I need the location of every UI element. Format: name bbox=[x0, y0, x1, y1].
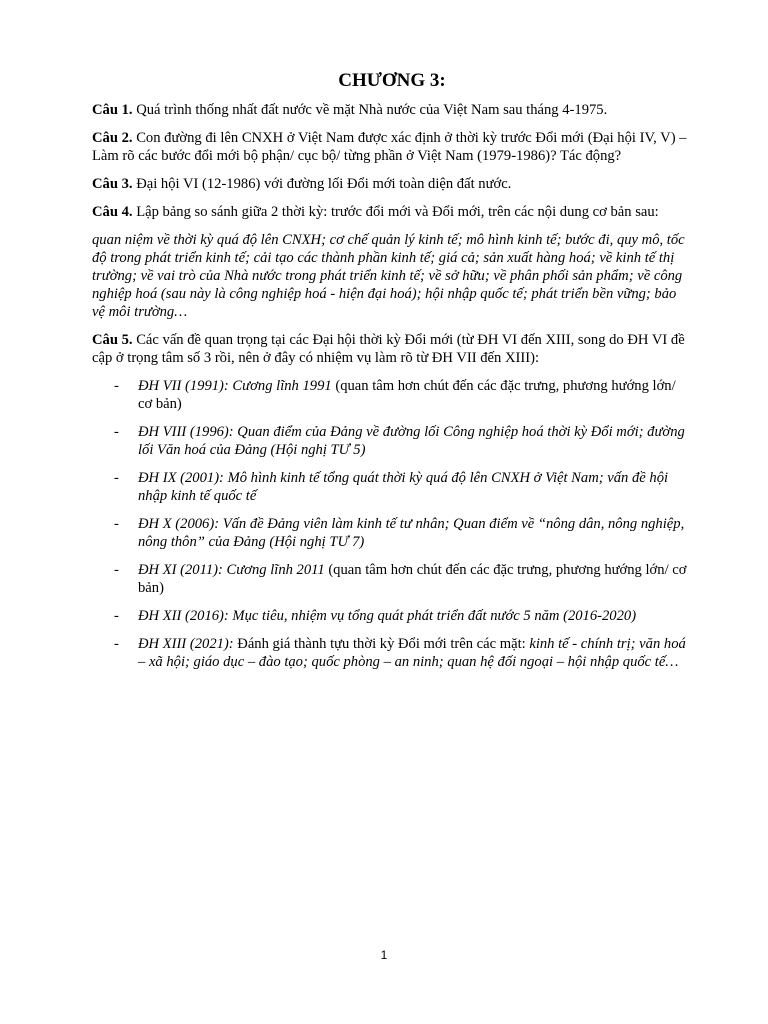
question-5-label: Câu 5. bbox=[92, 332, 133, 348]
list-item-italic: ĐH X (2006): Vấn đề Đảng viên làm kinh tế tư nhân; Quan điểm về “nông dân, nông nghiệp, nông thôn” của Đảng (Hội nghị TƯ 7) bbox=[138, 516, 685, 550]
question-1 bbox=[92, 101, 692, 119]
list-item-italic: ĐH IX (2001): Mô hình kinh tế tổng quát thời kỳ quá độ lên CNXH ở Việt Nam; vấn đề hội nhập kinh tế quốc tế bbox=[138, 470, 669, 504]
list-dash: - bbox=[114, 424, 119, 440]
question-4-label: Câu 4. bbox=[92, 204, 133, 220]
list-item-italic: ĐH VIII (1996): Quan điểm của Đảng về đường lối Công nghiệp hoá thời kỳ Đổi mới; đường lối Văn hoá của Đảng (Hội nghị TƯ 5) bbox=[138, 424, 685, 458]
question-2-text: Con đường đi lên CNXH ở Việt Nam được xác định ở thời kỳ trước Đổi mới (Đại hội IV, V) – Làm rõ các bước đổi mới bộ phận/ cục bộ/ từng phần ở Việt Nam (1979-1986)? Tác động? bbox=[92, 130, 687, 164]
list-dash: - bbox=[114, 516, 119, 532]
list-item bbox=[92, 635, 692, 671]
list-item bbox=[92, 469, 692, 505]
list-item bbox=[92, 607, 692, 625]
list-item bbox=[92, 377, 692, 413]
list-dash: - bbox=[114, 636, 119, 652]
question-5 bbox=[92, 331, 692, 367]
list-item-normal: Đánh giá thành tựu thời kỳ Đổi mới trên các mặt: bbox=[233, 636, 530, 652]
list-item bbox=[92, 515, 692, 551]
list-item-normal: (quan tâm hơn chút đến các đặc trưng, phương hướng lớn/ cơ bản) bbox=[138, 562, 687, 596]
question-1-text: Quá trình thống nhất đất nước về mặt Nhà nước của Việt Nam sau tháng 4-1975. bbox=[132, 102, 608, 118]
list-item-normal: (quan tâm hơn chút đến các đặc trưng, phương hướng lớn/ cơ bản) bbox=[138, 378, 676, 412]
list-dash: - bbox=[114, 608, 119, 624]
question-4 bbox=[92, 203, 692, 221]
list-item-italic: ĐH XI (2011): Cương lĩnh 2011 bbox=[138, 562, 325, 578]
list-item-italic: ĐH XII (2016): Mục tiêu, nhiệm vụ tổng quát phát triển đất nước 5 năm (2016-2020) bbox=[138, 608, 637, 624]
question-1-label: Câu 1. bbox=[92, 102, 133, 118]
question-2 bbox=[92, 129, 692, 165]
list-dash: - bbox=[114, 470, 119, 486]
question-3-text: Đại hội VI (12-1986) với đường lối Đổi mới toàn diện đất nước. bbox=[132, 176, 512, 192]
question-3 bbox=[92, 175, 692, 193]
page-number: 1 bbox=[380, 948, 388, 962]
list-item-italic: ĐH XIII (2021): bbox=[138, 636, 234, 652]
question-5-text: Các vấn đề quan trọng tại các Đại hội thời kỳ Đổi mới (từ ĐH VI đến XIII, song do ĐH VI đề cập ở trọng tâm số 3 rồi, nên ở đây có nhiệm vụ làm rõ từ ĐH VII đến XIII): bbox=[92, 332, 685, 366]
chapter-title: CHƯƠNG 3: bbox=[338, 70, 446, 91]
document-body bbox=[92, 70, 692, 681]
list-item-italic: ĐH VII (1991): Cương lĩnh 1991 bbox=[138, 378, 332, 394]
question-2-label: Câu 2. bbox=[92, 130, 133, 146]
list-item bbox=[92, 423, 692, 459]
question-4-text: Lập bảng so sánh giữa 2 thời kỳ: trước đổi mới và Đổi mới, trên các nội dung cơ bản sau: bbox=[132, 204, 659, 220]
question-3-label: Câu 3. bbox=[92, 176, 133, 192]
list-dash: - bbox=[114, 562, 119, 578]
list-dash: - bbox=[114, 378, 119, 394]
question-4-details: quan niệm về thời kỳ quá độ lên CNXH; cơ chế quản lý kinh tế; mô hình kinh tế; bước đi, quy mô, tốc độ trong phát triển kinh tế; cải tạo các thành phần kinh tế; giá cả; sản xuất hàng hoá; về kinh tế thị trường; về vai trò của Nhà nước trong phát triển kinh tế; về sở hữu; về phân phối sản phẩm; về công nghiệp hoá (sau này là công nghiệp hoá - hiện đại hoá); hội nhập quốc tế; phát triển bền vững; bảo vệ môi trường… bbox=[92, 232, 685, 320]
congress-list bbox=[92, 377, 692, 671]
list-item bbox=[92, 561, 692, 597]
list-item-italic-tail: kinh tế - chính trị; văn hoá – xã hội; giáo dục – đào tạo; quốc phòng – an ninh; quan hệ đối ngoại – hội nhập quốc tế… bbox=[138, 636, 686, 670]
